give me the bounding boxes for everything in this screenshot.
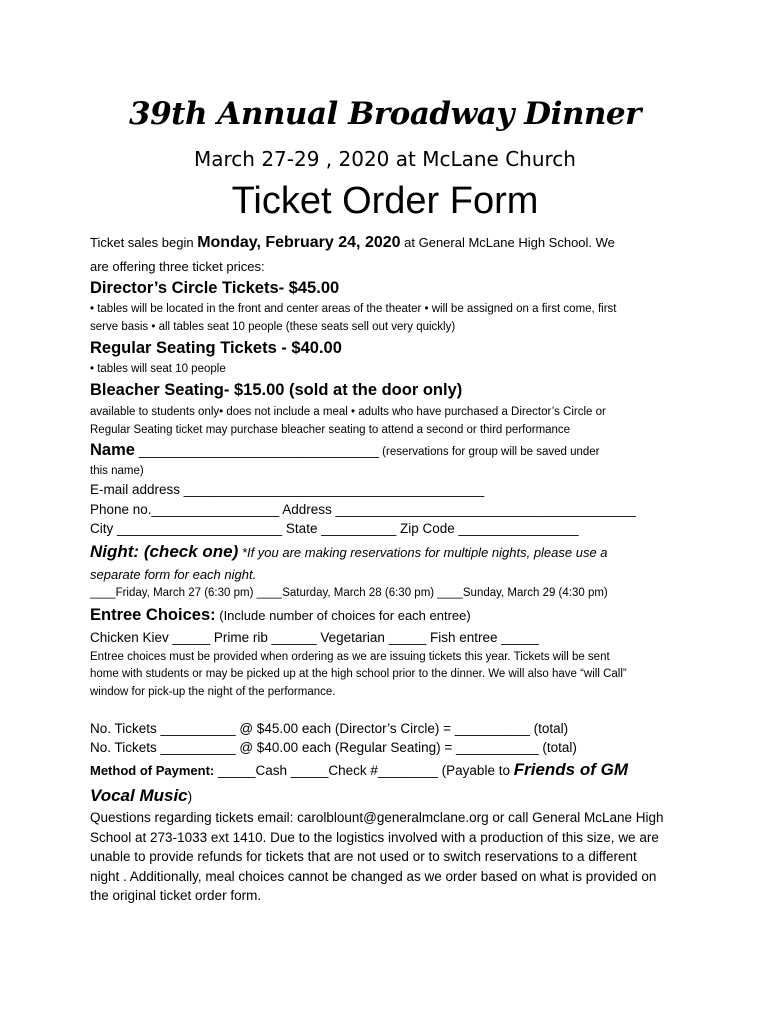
email-field[interactable]: E-mail address ________________________________________ (90, 482, 485, 497)
directors-circle-heading: Director’s Circle Tickets- $45.00 (90, 279, 340, 297)
city-state-zip-field[interactable]: City ______________________ State __________ Zip Code ________________ (90, 521, 579, 536)
name-field[interactable] (90, 441, 600, 460)
regular-seating-heading: Regular Seating Tickets - $40.00 (90, 339, 342, 357)
name-note-2: this name) (90, 465, 144, 477)
event-title: 39th Annual Broadway Dinner (129, 96, 641, 132)
night-note-2: separate form for each night. (90, 567, 257, 582)
entree-choices[interactable]: Chicken Kiev _____ Prime rib ______ Vegetarian _____ Fish entree _____ (90, 630, 539, 645)
phone-address-field[interactable]: Phone no._________________ Address ________________________________________ (90, 502, 636, 517)
name-blank[interactable]: ________________________________ (134, 443, 379, 458)
payment-label: Method of Payment: (90, 763, 215, 778)
entree-info-2: home with students or may be picked up at the high school prior to the dinner. We will also have “will Call” (90, 668, 627, 680)
payment-line[interactable] (90, 760, 628, 780)
footer-line-3: unable to provide refunds for tickets that are not used or to switch reservations to a different (90, 849, 637, 864)
bleacher-seating-desc-1: available to students only• does not include a meal • adults who have purchased a Director’s Circle or (90, 406, 606, 418)
entree-label: Entree Choices: (90, 606, 216, 624)
bleacher-seating-desc-2: Regular Seating ticket may purchase bleacher seating to attend a second or third performance (90, 424, 571, 436)
form-title: Ticket Order Form (231, 180, 539, 222)
name-note: (reservations for group will be saved under (378, 446, 600, 458)
entree-heading-line (90, 606, 471, 625)
directors-circle-desc-2: serve basis • all tables seat 10 people (these seats sell out very quickly) (90, 321, 456, 333)
intro-line-2: are offering three ticket prices: (90, 259, 265, 274)
payee-name-2: Vocal Music (90, 786, 188, 805)
intro-prefix: Ticket sales begin (90, 235, 198, 250)
bleacher-seating-heading: Bleacher Seating- $15.00 (sold at the door only) (90, 381, 463, 399)
entree-info-1: Entree choices must be provided when ordering as we are issuing tickets this year. Tickets will be sent (90, 651, 610, 663)
directors-circle-desc-1: • tables will be located in the front and center areas of the theater • will be assigned on a first come, first (90, 303, 617, 315)
intro-line (90, 234, 615, 252)
sales-start-date: Monday, February 24, 2020 (197, 234, 401, 251)
footer-line-4: night . Additionally, meal choices cannot be changed as we order based on what is provided on (90, 869, 657, 884)
night-note: *If you are making reservations for multiple nights, please use a (238, 545, 608, 560)
entree-note: (Include number of choices for each entree) (215, 608, 471, 623)
night-selection-line (90, 542, 608, 562)
name-label: Name (90, 441, 135, 459)
footer-line-2: School at 273-1033 ext 1410. Due to the logistics involved with a production of this size, we are (90, 830, 659, 845)
entree-info-3: window for pick-up the night of the performance. (90, 686, 336, 698)
payee-name: Friends of GM (513, 760, 628, 779)
event-subtitle: March 27-29 , 2020 at McLane Church (194, 147, 576, 171)
payment-line-2 (90, 786, 192, 806)
regular-seating-total[interactable]: No. Tickets __________ @ $40.00 each (Regular Seating) = ___________ (total) (90, 740, 577, 755)
footer-line-5: the original ticket order form. (90, 888, 262, 903)
regular-seating-desc: • tables will seat 10 people (90, 363, 226, 375)
directors-circle-total[interactable]: No. Tickets __________ @ $45.00 each (Director’s Circle) = __________ (total) (90, 721, 569, 736)
intro-suffix: at General McLane High School. We (400, 235, 615, 250)
night-label: Night: (check one) (90, 542, 239, 561)
payment-options[interactable]: _____Cash _____Check #________ (Payable to (214, 763, 514, 778)
footer-line-1: Questions regarding tickets email: carolblount@generalmclane.org or call General McLane High (90, 810, 664, 825)
payment-close: ) (187, 789, 193, 804)
night-options[interactable]: ____Friday, March 27 (6:30 pm) ____Saturday, March 28 (6:30 pm) ____Sunday, March 29 (4:30 pm) (90, 587, 608, 599)
